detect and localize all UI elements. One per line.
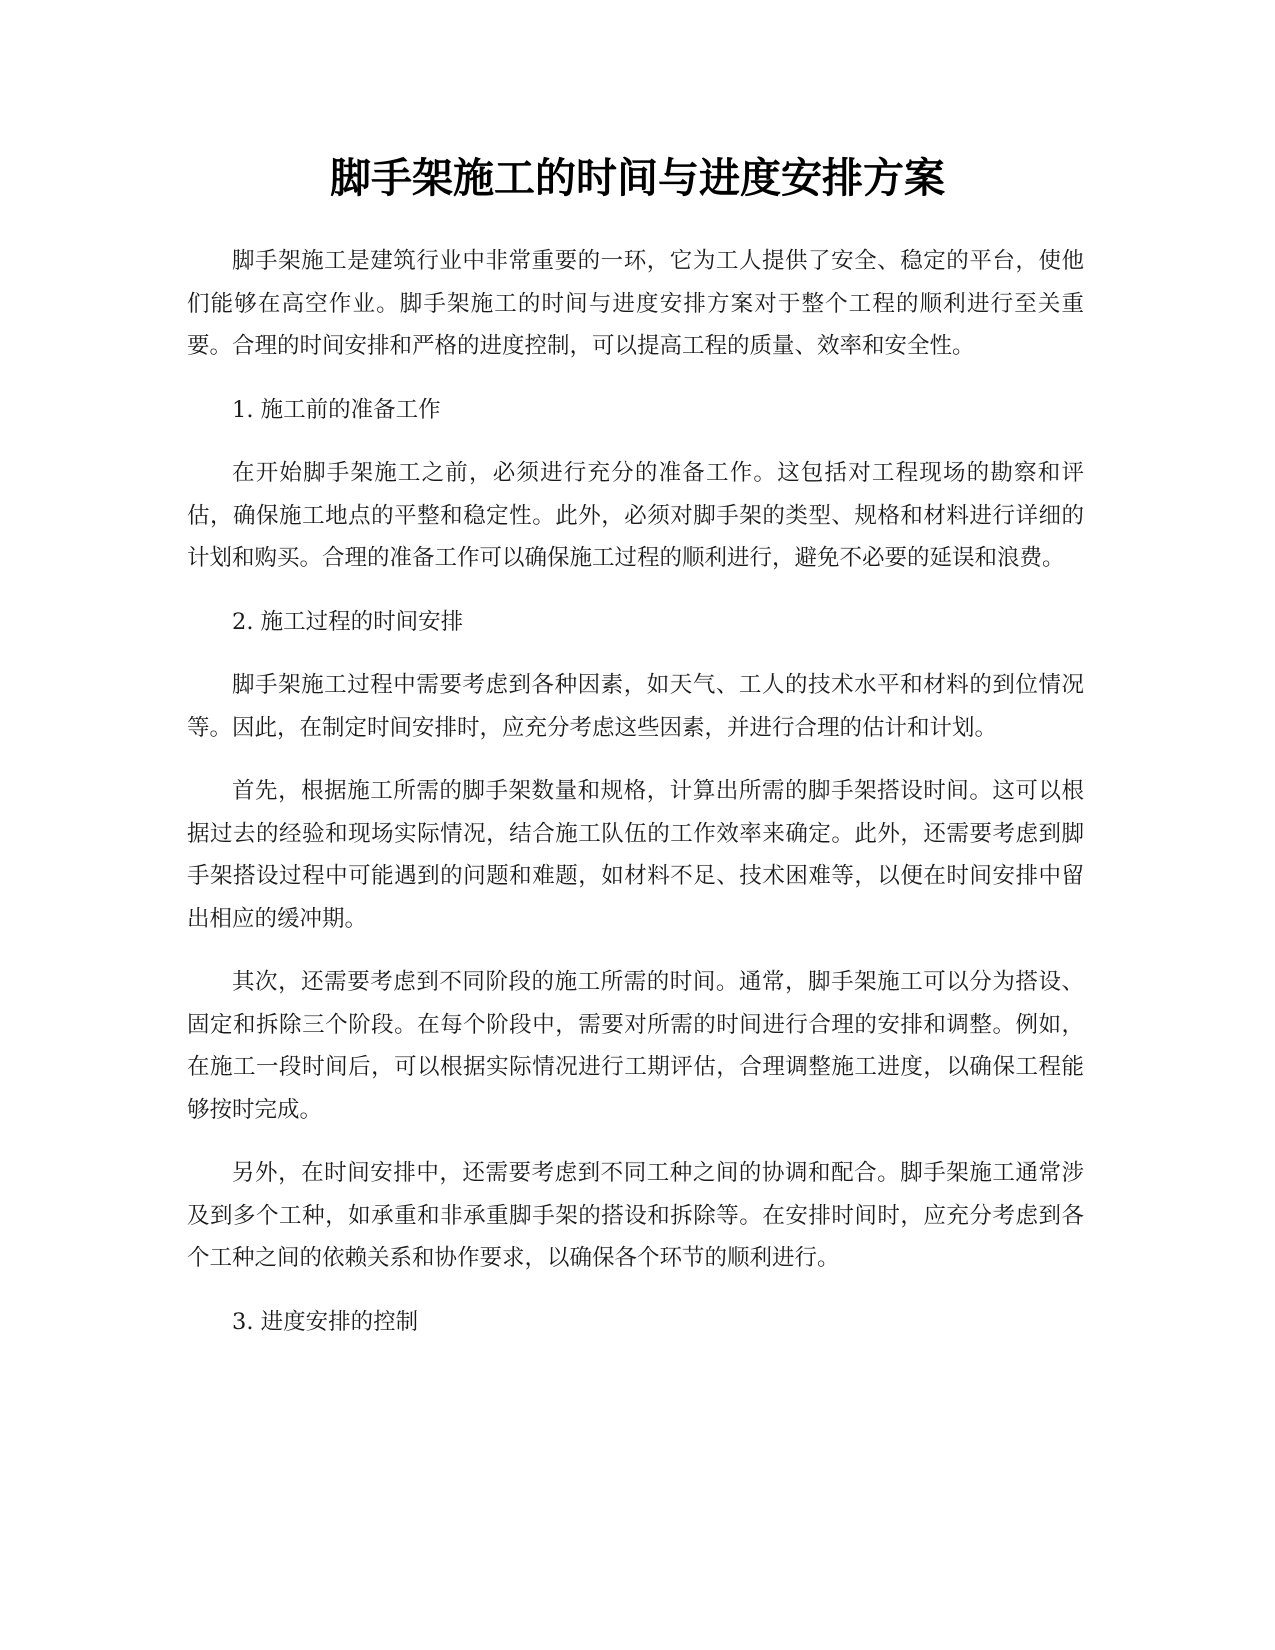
section-heading-2: 2. 施工过程的时间安排 xyxy=(232,608,464,635)
section-2-paragraph-4: 另外，在时间安排中，还需要考虑到不同工种之间的协调和配合。脚手架施工通常涉及到多个工种，如承重和非承重脚手架的搭设和拆除等。在安排时间时，应充分考虑到各个工种之间的依赖关系和协作要求，以确保各个环节的顺利进行。 xyxy=(187,1160,1084,1271)
document-body xyxy=(187,240,1084,1364)
section-1-paragraph: 在开始脚手架施工之前，必须进行充分的准备工作。这包括对工程现场的勘察和评估，确保施工地点的平整和稳定性。此外，必须对脚手架的类型、规格和材料进行详细的计划和购买。合理的准备工作可以确保施工过程的顺利进行，避免不必要的延误和浪费。 xyxy=(187,460,1084,571)
page-title: 脚手架施工的时间与进度安排方案 xyxy=(330,154,945,202)
section-2-paragraph-2: 首先，根据施工所需的脚手架数量和规格，计算出所需的脚手架搭设时间。这可以根据过去的经验和现场实际情况，结合施工队伍的工作效率来确定。此外，还需要考虑到脚手架搭设过程中可能遇到的问题和难题，如材料不足、技术困难等，以便在时间安排中留出相应的缓冲期。 xyxy=(187,778,1084,932)
section-2-paragraph-3: 其次，还需要考虑到不同阶段的施工所需的时间。通常，脚手架施工可以分为搭设、固定和拆除三个阶段。在每个阶段中，需要对所需的时间进行合理的安排和调整。例如，在施工一段时间后，可以根据实际情况进行工期评估，合理调整施工进度，以确保工程能够按时完成。 xyxy=(187,969,1084,1123)
intro-paragraph: 脚手架施工是建筑行业中非常重要的一环，它为工人提供了安全、稳定的平台，使他们能够在高空作业。脚手架施工的时间与进度安排方案对于整个工程的顺利进行至关重要。合理的时间安排和严格的进度控制，可以提高工程的质量、效率和安全性。 xyxy=(187,248,1084,359)
section-heading-3: 3. 进度安排的控制 xyxy=(232,1308,419,1335)
section-heading-1: 1. 施工前的准备工作 xyxy=(232,396,441,423)
section-2-paragraph-1: 脚手架施工过程中需要考虑到各种因素，如天气、工人的技术水平和材料的到位情况等。因此，在制定时间安排时，应充分考虑这些因素，并进行合理的估计和计划。 xyxy=(187,672,1084,741)
